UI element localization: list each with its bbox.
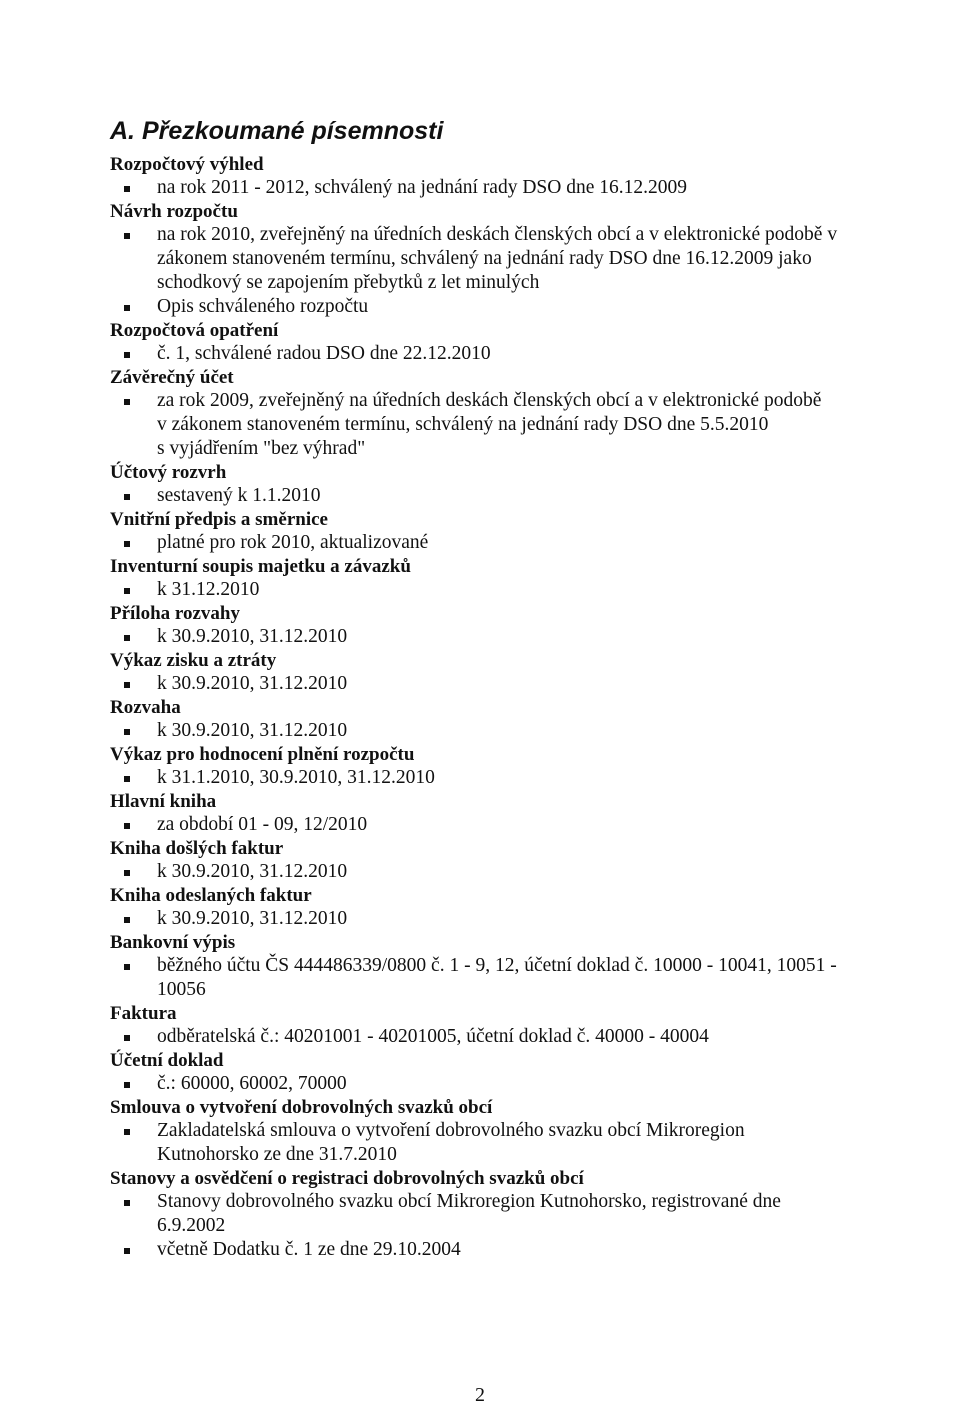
list-item [110, 1072, 940, 1096]
section-faktura [110, 1002, 940, 1049]
bullet-icon [124, 682, 130, 688]
section-heading: Výkaz zisku a ztráty [110, 650, 277, 671]
section-smlouva-o-vytvoreni-dobrovolnych-svazku-obci [110, 1096, 940, 1167]
section-rozvaha [110, 696, 940, 743]
section-stanovy-a-osvedceni-o-registraci-dobrovolnych-svazku-obci [110, 1167, 940, 1262]
list-item-text: k 31.1.2010, 30.9.2010, 31.12.2010 [157, 767, 435, 788]
bullet-icon [124, 541, 130, 547]
list-item-text: k 30.9.2010, 31.12.2010 [157, 626, 348, 647]
bullet-icon [124, 917, 130, 923]
list-item-text: běžného účtu ČS 444486339/0800 č. 1 - 9, 12, účetní doklad č. 10000 - 10041, 10051 - [157, 955, 837, 976]
bullet-icon [124, 233, 130, 239]
section-heading: Rozvaha [110, 697, 181, 718]
bullet-icon [124, 964, 130, 970]
list-item-text: k 30.9.2010, 31.12.2010 [157, 908, 348, 929]
page-title: A. Přezkoumané písemnosti [110, 117, 444, 145]
section-heading: Hlavní kniha [110, 791, 217, 812]
list-item [110, 389, 940, 461]
bullet-icon [124, 635, 130, 641]
list-item-text: za rok 2009, zveřejněný na úředních deskách členských obcí a v elektronické podobě [157, 390, 822, 411]
section-heading: Smlouva o vytvoření dobrovolných svazků obcí [110, 1097, 493, 1118]
list-item-text: Kutnohorsko ze dne 31.7.2010 [157, 1144, 397, 1165]
bullet-icon [124, 588, 130, 594]
list-item-text: na rok 2010, zveřejněný na úředních deskách členských obcí a v elektronické podobě v [157, 224, 838, 245]
bullet-icon [124, 1035, 130, 1041]
list-item [110, 531, 940, 555]
list-item [110, 813, 940, 837]
section-heading: Inventurní soupis majetku a závazků [110, 556, 411, 577]
section-heading: Závěrečný účet [110, 367, 234, 388]
section-uctovy-rozvrh [110, 461, 940, 508]
section-heading: Vnitřní předpis a směrnice [110, 509, 328, 530]
bullet-icon [124, 399, 130, 405]
section-inventurni-soupis-majetku-a-zavazku [110, 555, 940, 602]
list-item-text: zákonem stanoveném termínu, schválený na jednání rady DSO dne 16.12.2009 jako [157, 248, 812, 269]
bullet-icon [124, 823, 130, 829]
list-item [110, 1238, 940, 1262]
section-heading: Účtový rozvrh [110, 462, 227, 483]
list-item [110, 1025, 940, 1049]
list-item-text: schodkový se zapojením přebytků z let minulých [157, 272, 540, 293]
bullet-icon [124, 729, 130, 735]
bullet-icon [124, 776, 130, 782]
section-rozpoctova-opatreni [110, 319, 940, 366]
page-number: 2 [475, 1384, 485, 1406]
bullet-icon [124, 1129, 130, 1135]
section-heading: Kniha došlých faktur [110, 838, 284, 859]
list-item-text: 10056 [157, 979, 206, 1000]
section-kniha-odeslanych-faktur [110, 884, 940, 931]
bullet-icon [124, 494, 130, 500]
list-item-text: Stanovy dobrovolného svazku obcí Mikroregion Kutnohorsko, registrované dne [157, 1191, 781, 1212]
list-item-text: k 30.9.2010, 31.12.2010 [157, 720, 348, 741]
section-heading: Faktura [110, 1003, 177, 1024]
list-item-text: k 31.12.2010 [157, 579, 260, 600]
list-item [110, 625, 940, 649]
section-hlavni-kniha [110, 790, 940, 837]
list-item-text: v zákonem stanoveném termínu, schválený na jednání rady DSO dne 5.5.2010 [157, 414, 769, 435]
list-item-text: za období 01 - 09, 12/2010 [157, 814, 368, 835]
list-item [110, 907, 940, 931]
list-item [110, 578, 940, 602]
list-item [110, 295, 940, 319]
section-rozpoctovy-vyhled [110, 153, 940, 200]
list-item-text: na rok 2011 - 2012, schválený na jednání rady DSO dne 16.12.2009 [157, 177, 688, 198]
section-navrh-rozpoctu [110, 200, 940, 319]
list-item-text: odběratelská č.: 40201001 - 40201005, účetní doklad č. 40000 - 40004 [157, 1026, 709, 1047]
list-item [110, 342, 940, 366]
list-item [110, 719, 940, 743]
list-item-text: k 30.9.2010, 31.12.2010 [157, 673, 348, 694]
document-body [110, 153, 940, 1262]
list-item-text: č.: 60000, 60002, 70000 [157, 1073, 347, 1094]
list-item [110, 766, 940, 790]
bullet-icon [124, 186, 130, 192]
list-item [110, 223, 940, 295]
section-heading: Stanovy a osvědčení o registraci dobrovolných svazků obcí [110, 1168, 584, 1189]
section-heading: Rozpočtový výhled [110, 154, 264, 175]
list-item-text: Opis schváleného rozpočtu [157, 296, 369, 317]
list-item-text: platné pro rok 2010, aktualizované [157, 532, 429, 553]
section-heading: Výkaz pro hodnocení plnění rozpočtu [110, 744, 415, 765]
list-item-text: včetně Dodatku č. 1 ze dne 29.10.2004 [157, 1239, 461, 1260]
list-item-text: sestavený k 1.1.2010 [157, 485, 321, 506]
list-item-text: Zakladatelská smlouva o vytvoření dobrovolného svazku obcí Mikroregion [157, 1120, 745, 1141]
section-kniha-doslych-faktur [110, 837, 940, 884]
list-item [110, 176, 940, 200]
list-item [110, 1190, 940, 1238]
bullet-icon [124, 870, 130, 876]
section-zaverecny-ucet [110, 366, 940, 461]
list-item [110, 1119, 940, 1167]
bullet-icon [124, 352, 130, 358]
section-heading: Příloha rozvahy [110, 603, 241, 624]
list-item-text: 6.9.2002 [157, 1215, 226, 1236]
section-vnitrni-predpis-a-smernice [110, 508, 940, 555]
section-heading: Účetní doklad [110, 1050, 224, 1071]
section-heading: Návrh rozpočtu [110, 201, 238, 222]
bullet-icon [124, 1082, 130, 1088]
list-item [110, 860, 940, 884]
section-bankovni-vypis [110, 931, 940, 1002]
section-ucetni-doklad [110, 1049, 940, 1096]
bullet-icon [124, 305, 130, 311]
section-vykaz-pro-hodnoceni-plneni-rozpoctu [110, 743, 940, 790]
bullet-icon [124, 1248, 130, 1254]
section-heading: Kniha odeslaných faktur [110, 885, 312, 906]
list-item-text: k 30.9.2010, 31.12.2010 [157, 861, 348, 882]
section-vykaz-zisku-a-ztraty [110, 649, 940, 696]
list-item [110, 954, 940, 1002]
list-item [110, 484, 940, 508]
list-item [110, 672, 940, 696]
list-item-text: č. 1, schválené radou DSO dne 22.12.2010 [157, 343, 491, 364]
section-heading: Rozpočtová opatření [110, 320, 279, 341]
bullet-icon [124, 1200, 130, 1206]
list-item-text: s vyjádřením "bez výhrad" [157, 438, 366, 459]
section-priloha-rozvahy [110, 602, 940, 649]
section-heading: Bankovní výpis [110, 932, 236, 953]
